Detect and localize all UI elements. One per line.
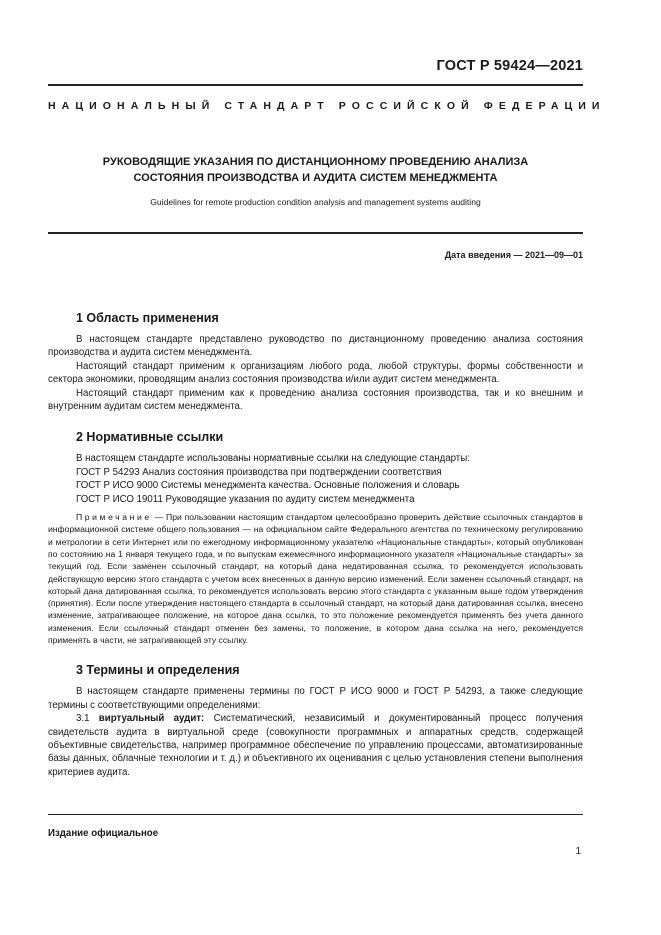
note-label: Примечание — [76, 512, 152, 523]
paragraph: Настоящий стандарт применим как к проведению анализа состояния производства, так и ко внешним и внутренним аудитам систем менеджмента. — [48, 387, 583, 413]
page-number: 1 — [575, 846, 581, 857]
section-heading: 3 Термины и определения — [76, 663, 240, 678]
title-rule — [48, 232, 583, 234]
section-scope — [48, 308, 583, 413]
document-number: ГОСТ Р 59424—2021 — [436, 58, 583, 74]
term-number: 3.1 — [76, 713, 99, 725]
note-text: — При пользовании настоящим стандартом целесообразно проверить действие ссылочных стандартов в информационной системе общего пользования — на официальном сайте Федерального агентства по техническому регулированию и метрологии в сети Интернет или по ежегодному информационному указателю «Национальные стандарты», который опубликован по состоянию на 1 января текущего года, и по выпускам ежемесячного информационного указателя «Национальные стандарты» за текущий год. Если заменен ссылочный стандарт, на который дана недатированная ссылка, то рекомендуется использовать действующую версию этого стандарта с учетом всех внесенных в данную версию изменений. Если заменен ссылочный стандарт, на который дана датированная ссылка, то рекомендуется использовать версию этого стандарта с указанным выше годом утверждения (принятия). Если после утверждения настоящего стандарта в ссылочный стандарт, на который дана датированная ссылка, внесено изменение, затрагивающее положение, на которое дана ссылка, то это положение рекомендуется применять без учета данного изменения. Если ссылочный стандарт отменен без замены, то положение, в котором дана ссылка на него, рекомендуется применять в части, не затрагивающей эту ссылку. — [48, 512, 583, 646]
term-name: виртуальный аудит: — [98, 713, 205, 725]
section-normative-references — [48, 427, 583, 646]
document-title — [60, 154, 571, 186]
paragraph: В настоящем стандарте представлено руководство по дистанционному проведению анализа состояния производства и аудита систем менеджмента. — [48, 334, 583, 359]
note — [48, 511, 583, 646]
title-line-1: РУКОВОДЯЩИЕ УКАЗАНИЯ ПО ДИСТАНЦИОННОМУ ПРОВЕДЕНИЮ АНАЛИЗА — [102, 156, 529, 168]
national-standard-banner: НАЦИОНАЛЬНЫЙ СТАНДАРТ РОССИЙСКОЙ ФЕДЕРАЦИИ — [48, 100, 606, 112]
section-heading: 1 Область применения — [76, 311, 219, 325]
paragraph: Настоящий стандарт применим к организациям любого рода, любой структуры, формы собственности и сектора экономики, проводящим анализ состояния производства и/или аудит систем менеджмента. — [48, 360, 583, 386]
official-edition-label: Издание официальное — [48, 828, 159, 839]
section-terms — [48, 660, 583, 779]
document-body — [48, 308, 583, 779]
reference-item: ГОСТ Р ИСО 19011 Руководящие указания по аудиту систем менеджмента — [76, 493, 415, 505]
reference-item: ГОСТ Р 54293 Анализ состояния производства при подтверждении соответствия — [76, 466, 442, 478]
introduction-date: Дата введения — 2021—09—01 — [444, 250, 583, 260]
header-rule — [48, 84, 583, 86]
terms-intro: В настоящем стандарте применены термины по ГОСТ Р ИСО 9000 и ГОСТ Р 54293, а также следующие термины с соответствующими определениями: — [48, 686, 583, 711]
reference-item: ГОСТ Р ИСО 9000 Системы менеджмента качества. Основные положения и словарь — [76, 480, 460, 492]
title-line-2: СОСТОЯНИЯ ПРОИЗВОДСТВА И АУДИТА СИСТЕМ МЕНЕДЖМЕНТА — [133, 172, 498, 184]
term-definition: Систематический, независимый и документированный процесс получения свидетельств аудита в виртуальной среде (совокупности программных и аппаратных средств, содержащей объективные свидетельства, например программное обеспечение по управлению процессами, автоматизированные базы данных, облачные технологии и т. д.) и объективного их оценивания с целью установления степени выполнения критериев аудита. — [48, 713, 583, 778]
section-heading: 2 Нормативные ссылки — [76, 430, 224, 445]
term-entry — [48, 712, 583, 779]
english-title: Guidelines for remote production condition analysis and management systems auditing — [150, 197, 481, 207]
footer-rule — [48, 814, 583, 815]
references-intro: В настоящем стандарте использованы нормативные ссылки на следующие стандарты: — [76, 453, 470, 465]
